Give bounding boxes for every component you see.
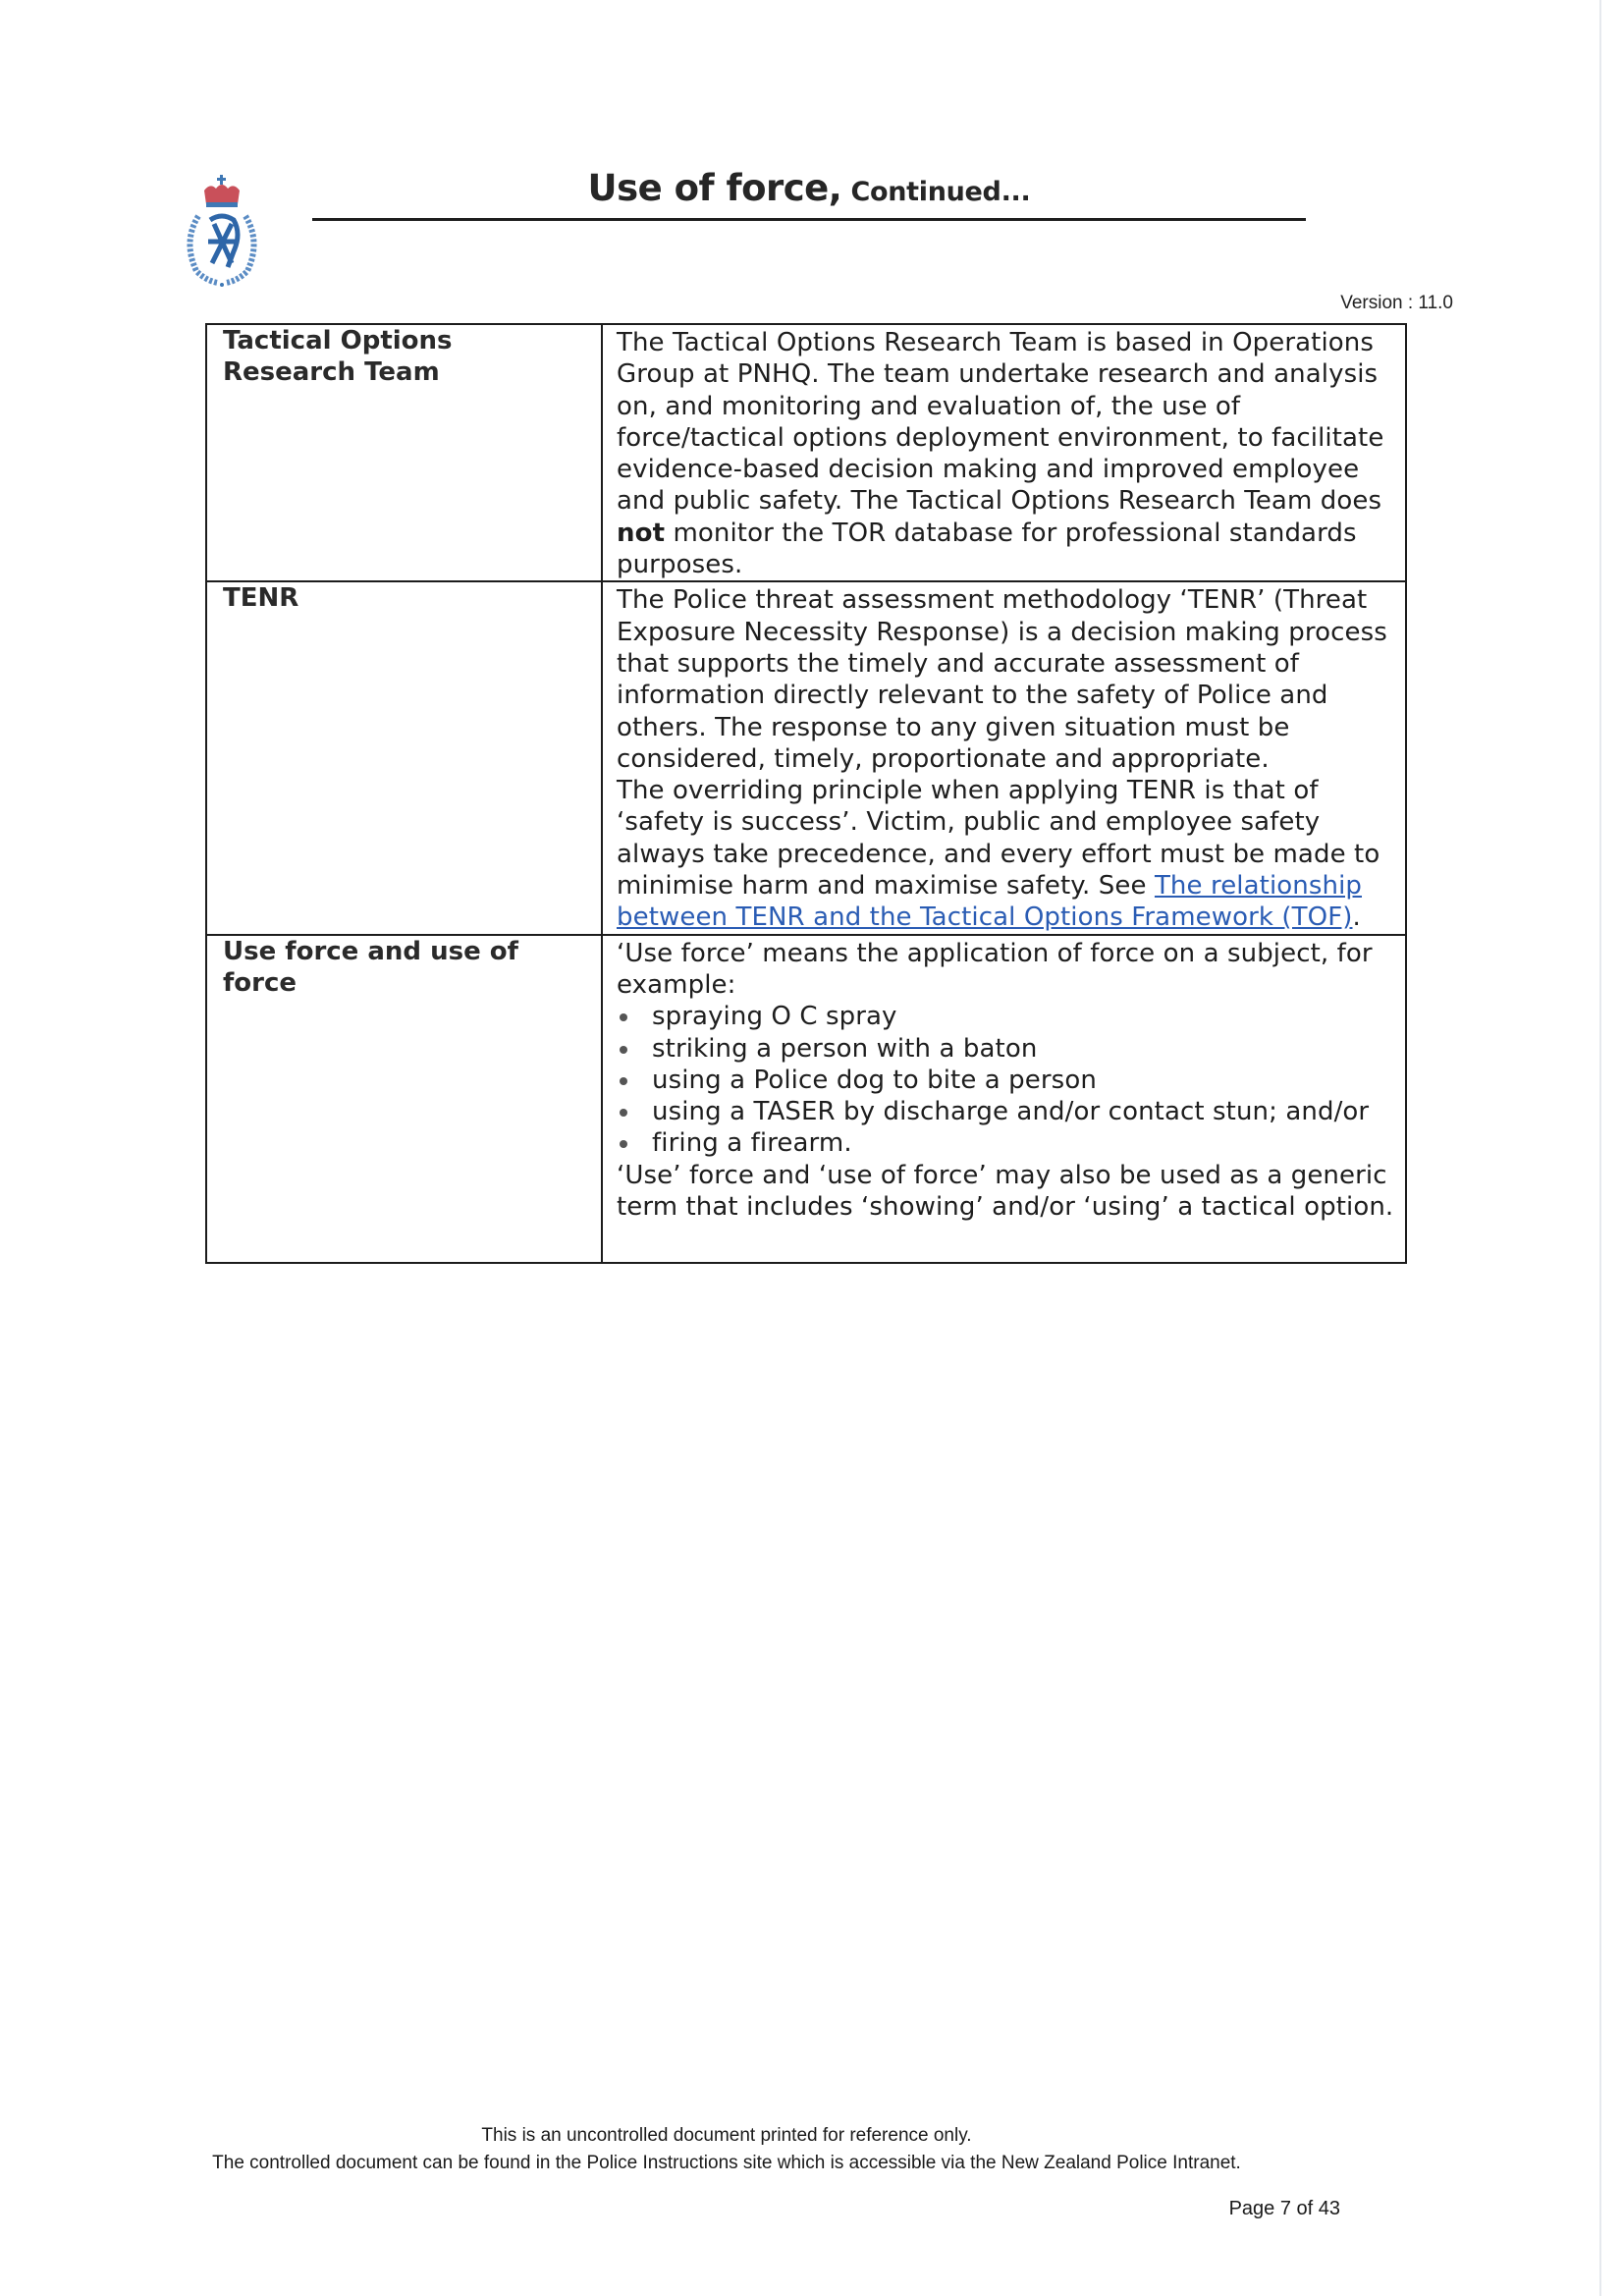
list-item-text: spraying O C spray xyxy=(652,1002,897,1032)
table-row xyxy=(206,935,1406,1263)
page-title-suffix: Continued... xyxy=(841,177,1031,207)
list-item xyxy=(617,1065,1395,1096)
footer-disclaimer-line1: This is an uncontrolled document printed for reference only. xyxy=(481,2125,972,2146)
description-cell xyxy=(602,324,1406,581)
description-text: . xyxy=(1352,902,1361,933)
list-item-text: using a Police dog to bite a person xyxy=(652,1065,1097,1095)
description-paragraph: ‘Use’ force and ‘use of force’ may also be used as a generic term that includes ‘showing’ and/or ‘using’ a tactical option. xyxy=(617,1160,1394,1223)
tenr-tof-relationship-link[interactable]: The relationship between TENR and the Tactical Options Framework (TOF) xyxy=(617,871,1363,933)
title-underline-rule xyxy=(312,218,1306,221)
list-item-text: firing a firearm. xyxy=(652,1128,852,1159)
table-row xyxy=(206,581,1406,934)
bullet-icon xyxy=(620,1109,627,1117)
page-title xyxy=(312,167,1306,209)
description-text: The Tactical Options Research Team is based in Operations Group at PNHQ. The team undertake research and analysis on, and monitoring and evaluation of, the use of force/tactical options deployment environment, to facilitate evidence-based decision making and improved employee and public safety. The Tactical Options Research Team does xyxy=(617,328,1384,517)
description-bold-text: not xyxy=(617,518,666,548)
bullet-icon xyxy=(620,1013,627,1021)
table-row xyxy=(206,324,1406,581)
description-paragraph xyxy=(617,775,1395,933)
list-item-text: using a TASER by discharge and/or contact stun; and/or xyxy=(652,1097,1370,1127)
footer-disclaimer-line2: The controlled document can be found in the Police Instructions site which is accessible via the New Zealand Police Intranet. xyxy=(212,2153,1241,2173)
examples-list xyxy=(617,1001,1395,1159)
page-number: Page 7 of 43 xyxy=(1228,2198,1340,2219)
list-item xyxy=(617,1096,1395,1127)
list-item xyxy=(617,1001,1395,1032)
definitions-table xyxy=(205,323,1407,1264)
list-item-text: striking a person with a baton xyxy=(652,1033,1038,1064)
bullet-icon xyxy=(620,1077,627,1085)
version-label: Version : 11.0 xyxy=(1340,293,1453,313)
term-cell: TENR xyxy=(206,581,602,934)
term-cell: Tactical Options Research Team xyxy=(206,324,602,581)
bullet-icon xyxy=(620,1046,627,1054)
page-title-main: Use of force, xyxy=(587,167,842,209)
description-paragraph: The Police threat assessment methodology ‘TENR’ (Threat Exposure Necessity Response) is a decision making process that supports the timely and accurate assessment of information directly relevant to the safety of Police and others. The response to any given situation must be considered, timely, proportionate and appropriate. xyxy=(617,585,1387,774)
description-cell xyxy=(602,935,1406,1263)
description-cell xyxy=(602,581,1406,934)
description-text: The overriding principle when applying TENR is that of ‘safety is success’. Victim, public and employee safety always take precedence, and every effort must be made to minimise harm and maximise safety. See xyxy=(617,776,1380,902)
scan-edge-line xyxy=(1599,0,1601,2296)
bullet-icon xyxy=(620,1140,627,1148)
description-text: monitor the TOR database for professional standards purposes. xyxy=(617,518,1357,580)
list-item xyxy=(617,1127,1395,1159)
description-paragraph: ‘Use force’ means the application of force on a subject, for example: xyxy=(617,938,1373,1000)
list-item xyxy=(617,1033,1395,1065)
term-cell: Use force and use of force xyxy=(206,935,602,1263)
nz-police-crest-icon xyxy=(177,173,267,289)
